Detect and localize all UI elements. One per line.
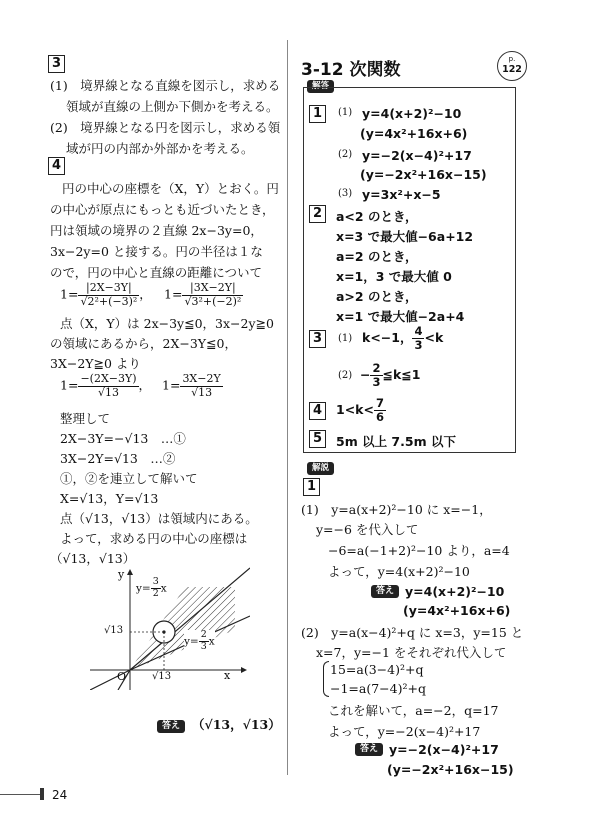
p4-line9: 整理して	[60, 411, 111, 426]
a2-line2: x=3 で最大値−6a+12	[336, 229, 474, 244]
p4-line4: 3x−2y=0 と接する。円の半径は１な	[50, 244, 263, 259]
a2-line3: a=2 のとき，	[336, 249, 418, 264]
a3-line1: k<−1， $\frac{4}{3}$ <k	[362, 324, 444, 353]
p4-line3: 円は領域の境界の２直線 2x−3y=0，	[50, 223, 263, 238]
e1-answer-3: y=−2(x−4)²+17	[389, 742, 499, 757]
answer-1-number: 1	[309, 105, 326, 123]
p4-line8: 3X−2Y≧0 より	[50, 356, 141, 371]
a2-line1: a<2 のとき，	[336, 209, 418, 224]
answer-2-number: 2	[309, 205, 326, 223]
e1-line1: (1) y=a(x+2)²−10 に x=−1，	[301, 502, 492, 517]
a1-line3: y=−2(x−4)²+17	[362, 148, 472, 163]
page-number: 24	[52, 788, 68, 802]
e1-line3: −6=a(−1+2)²−10 より，a=4	[328, 543, 510, 558]
answer-text: （√13，√13）	[192, 717, 281, 732]
a5-line: 5m 以上 7.5m 以下	[336, 434, 456, 449]
distance-equation-2: 1= $\frac{|3X-2Y|}{\text{√3²+(−2)²}}$	[164, 281, 242, 308]
page-ref-badge: p. 122	[497, 51, 527, 81]
answer-3-number: 3	[309, 330, 326, 348]
problem-3-number: 3	[48, 55, 65, 73]
y-tick-label: √13	[104, 625, 124, 636]
e1-line6: x=7，y=−1 をそれぞれ代入して	[316, 645, 507, 660]
e1-answer-4: (y=−2x²+16x−15)	[387, 762, 514, 777]
p4-line2: の中心が原点にもっとも近づいたとき，	[50, 202, 275, 217]
e1-line5: (2) y=a(x−4)²+q に x=3，y=15 と	[301, 625, 524, 640]
a3-tag-2: (2)	[338, 370, 353, 381]
system-brace	[323, 661, 329, 697]
equation-2: 3X−2Y=√13 …②	[60, 451, 176, 466]
answer-4-number: 4	[309, 402, 326, 420]
equation-1: 2X−3Y=−√13 …①	[60, 431, 186, 446]
e1-system-1: 15=a(3−4)²+q	[330, 662, 424, 677]
y-axis-label: y	[118, 568, 125, 581]
e1-answer-1: y=4(x+2)²−10	[405, 584, 505, 599]
line-label-2-3: y= $\frac{2}{3}$ x	[184, 629, 215, 652]
kaito-label: 解答	[307, 80, 334, 93]
distance-equation-4: 1= $\frac{3X-2Y}{√13}$	[162, 372, 221, 399]
e1-answer-badge-2: 答え	[355, 743, 383, 756]
p4-line5: ので，円の中心と直線の距離について	[50, 265, 263, 280]
a1-tag-3: (3)	[338, 188, 353, 199]
p4-line1: 円の中心の座標を（X，Y）とおく。円	[62, 181, 279, 196]
e1-line7: これを解いて，a=−2，q=17	[328, 703, 499, 718]
e1-line8: よって，y=−2(x−4)²+17	[328, 724, 481, 739]
x-axis-label: x	[224, 669, 231, 682]
e1-system-2: −1=a(7−4)²+q	[330, 681, 426, 696]
a1-line4: (y=−2x²+16x−15)	[360, 167, 487, 182]
p4-line14: 点（√13，√13）は領域内にある。	[60, 511, 258, 526]
p4-line16: （√13，√13）	[50, 551, 136, 566]
a1-line5: y=3x²+x−5	[362, 187, 441, 202]
e1-line2: y=−6 を代入して	[316, 522, 419, 537]
a1-line2: (y=4x²+16x+6)	[360, 126, 468, 141]
answer-5-number: 5	[309, 430, 326, 448]
section-title: 3-12 次関数	[301, 60, 401, 80]
a4-line: 1<k< $\frac{7}{6}$	[336, 396, 384, 425]
explanation-1-number: 1	[303, 478, 320, 496]
answer-badge: 答え	[157, 720, 185, 733]
line-label-3-2: y= $\frac{3}{2}$ x	[136, 576, 167, 599]
e1-answer-badge-1: 答え	[371, 585, 399, 598]
kaisetsu-label: 解説	[307, 462, 334, 475]
problem-4-number: 4	[48, 157, 65, 175]
a3-line2: − $\frac{2}{3}$ ≦k≦1	[360, 361, 421, 390]
a2-line5: a>2 のとき，	[336, 289, 418, 304]
p4-line12: ①，②を連立して解いて	[60, 471, 198, 486]
a3-tag-1: (1)	[338, 333, 353, 344]
p4-line15: よって，求める円の中心の座標は	[60, 531, 248, 546]
a2-line4: x=1，3 で最大値 0	[336, 269, 452, 284]
footer-rule	[0, 794, 40, 795]
e1-answer-2: (y=4x²+16x+6)	[403, 603, 511, 618]
p3-line4: 域が円の内部か外部かを考える。	[66, 141, 254, 156]
p3-line1: (1) 境界線となる直線を図示し，求める	[50, 78, 281, 93]
origin-label: O	[117, 670, 127, 683]
p3-line3: (2) 境界線となる円を図示し，求める領	[50, 120, 281, 135]
a1-tag-2: (2)	[338, 149, 353, 160]
x-tick-label: √13	[152, 671, 172, 682]
p4-line7: の領域にあるから，2X−3Y≦0，	[50, 336, 237, 351]
distance-equation-3: 1= $\frac{-(2X-3Y)}{√13}$ ，	[60, 372, 152, 399]
p4-line13: X=√13，Y=√13	[60, 491, 159, 506]
footer-mark	[40, 788, 44, 800]
p3-line2: 領域が直線の上側か下側かを考える。	[66, 99, 279, 114]
column-divider	[287, 40, 288, 775]
a1-line1: y=4(x+2)²−10	[362, 106, 462, 121]
p4-line6: 点（X，Y）は 2x−3y≦0，3x−2y≧0	[60, 316, 274, 331]
a2-line6: x=1 で最大値−2a+4	[336, 309, 465, 324]
a1-tag-1: (1)	[338, 107, 353, 118]
e1-line4: よって，y=4(x+2)²−10	[328, 564, 470, 579]
distance-equation-1: 1= $\frac{|2X-3Y|}{\text{√2²+(−3)²}}$ ，	[60, 281, 152, 308]
